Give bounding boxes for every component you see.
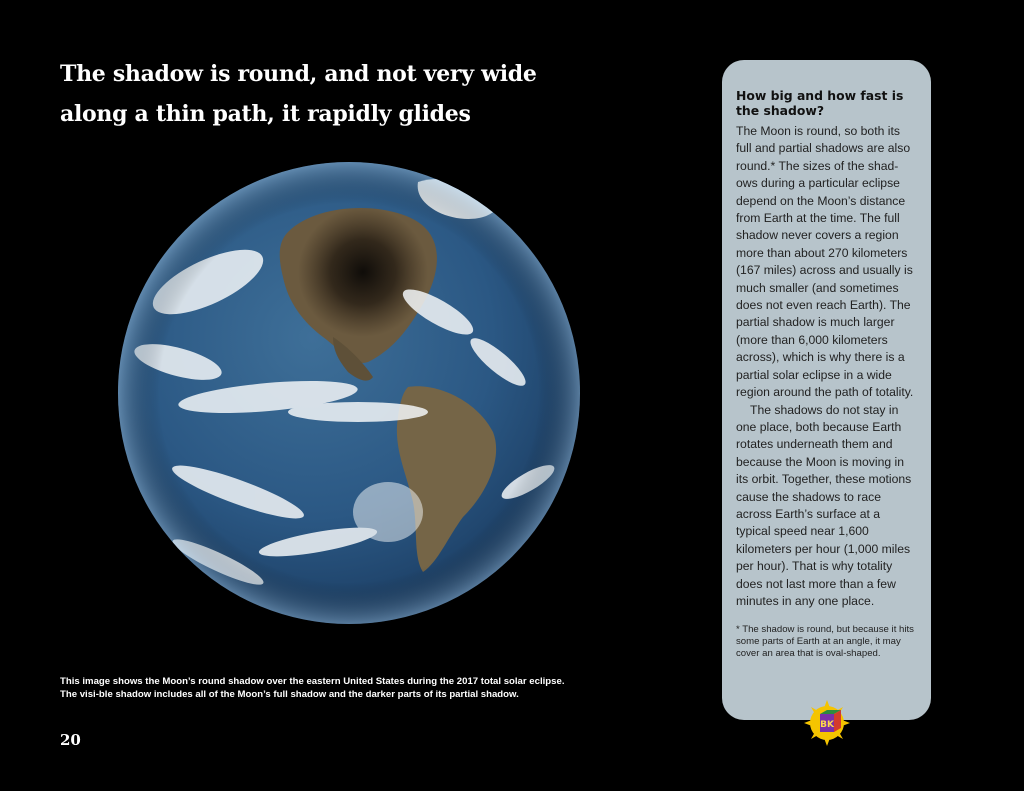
- publisher-logo-icon: [804, 700, 850, 746]
- atmosphere-limb: [118, 162, 580, 624]
- earth-globe-graphic: [118, 162, 580, 624]
- title-line-2: along a thin path, it rapidly glides: [60, 101, 471, 127]
- title-line-1: The shadow is round, and not very wide: [60, 61, 537, 87]
- image-caption: This image shows the Moon’s round shadow over the eastern United States during the 2017 total solar eclipse. The visi-ble shadow includes all of the Moon’s full shadow and the darker parts of its partial shadow.: [60, 676, 565, 700]
- publisher-logo: [804, 700, 850, 746]
- sidebar-footnote: * The shadow is round, but because it hits some parts of Earth at an angle, it may cover an area that is oval-shaped.: [736, 624, 914, 660]
- page-title: [60, 54, 537, 134]
- sidebar-box: [722, 60, 931, 720]
- sidebar-heading: How big and how fast is the shadow?: [736, 88, 904, 118]
- logo-text: BK: [820, 720, 834, 730]
- sidebar-paragraph-2: The shadows do not stay in one place, both because Earth rotates underneath them and because the Moon is moving in its orbit. Together, these motions cause the shadows to race across Earth’s surface at a typical speed near 1,600 kilometers per hour (1,000 miles per hour). That is why totality does not last more than a few minutes in any one place.: [736, 402, 912, 608]
- page-number: 20: [60, 731, 81, 749]
- sidebar-paragraph-1: The Moon is round, so both its full and partial shadows are also round.* The sizes of the shad-ows during a particular eclipse depend on the Moon’s distance from Earth at the time. The full shadow never covers a region more than about 270 kilometers (167 miles) across and usually is much smaller (and sometimes does not even reach Earth). The partial shadow is much larger (more than 6,000 kilometers across), which is why there is a partial solar eclipse in a wide region around the path of totality.: [736, 124, 914, 400]
- earth-image: [118, 162, 580, 624]
